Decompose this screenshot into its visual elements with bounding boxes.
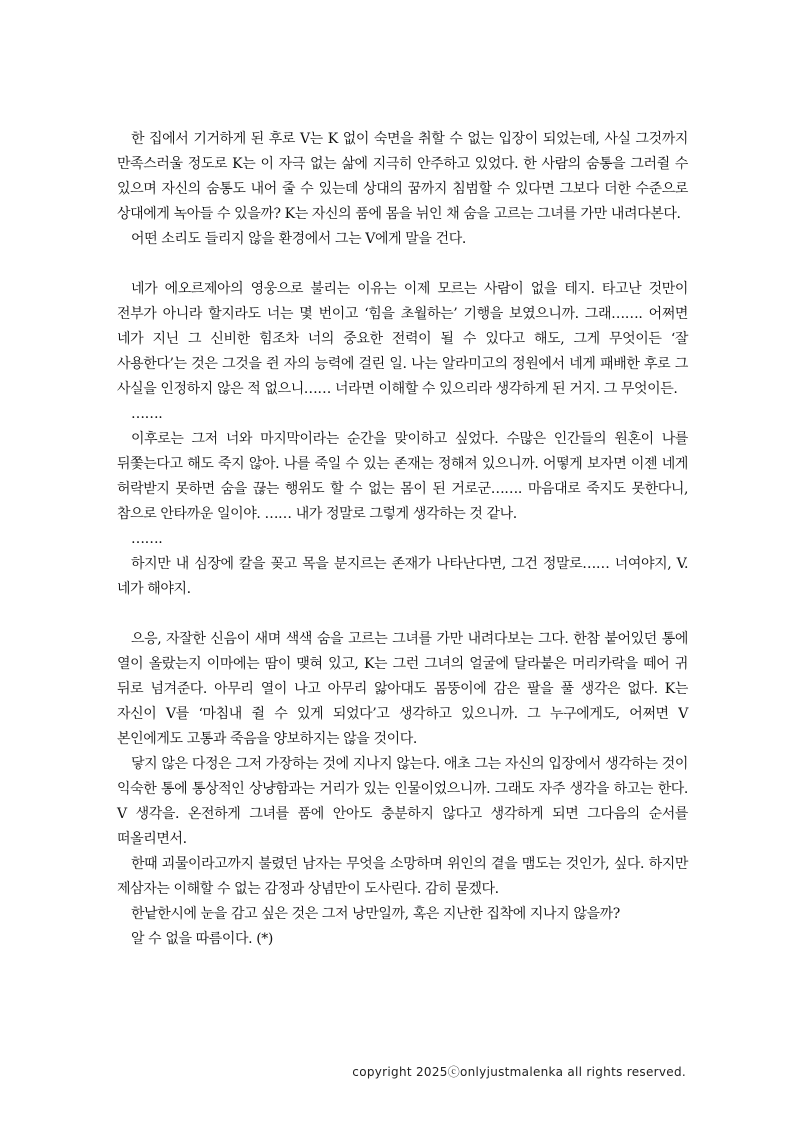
paragraph: 한 집에서 기거하게 된 후로 V는 K 없이 숙면을 취할 수 없는 입장이 되었는데, 사실 그것까지 만족스러울 정도로 K는 이 자극 없는 삶에 지극히 안주하고 있었다. 한 사람의 숨통을 그러쥘 수 있으며 자신의 숨통도 내어 줄 수 있는데 상대의 꿈까지 침범할 수 있다면 그보다 더한 수준으로 상대에게 녹아들 수 있을까? K는 자신의 품에 몸을 뉘인 채 숨을 고르는 그녀를 가만 내려다본다. xyxy=(117,131,688,222)
paragraph: 네가 에오르제아의 영웅으로 불리는 이유는 이제 모르는 사람이 없을 테지. 타고난 것만이 전부가 아니라 할지라도 너는 몇 번이고 ‘힘을 초월하는’ 기행을 보였으니까. 그래……. 어쩌면 네가 지닌 그 신비한 힘조차 너의 중요한 전력이 될 수 있다고 해도, 그게 무엇이든 ‘잘 사용한다’는 것은 그것을 쥔 자의 능력에 걸린 일. 나는 알라미고의 정원에서 네게 패배한 후로 그 사실을 인정하지 않은 적 없으니…… 너라면 이해할 수 있으리라 생각하게 된 거지. 그 무엇이든. xyxy=(117,281,688,397)
paragraph: 닿지 않은 다정은 그저 가장하는 것에 지나지 않는다. 애초 그는 자신의 입장에서 생각하는 것이 익숙한 통에 통상적인 상냥함과는 거리가 있는 인물이었으니까. 그래도 자주 생각을 하고는 한다. V 생각을. 온전하게 그녀를 품에 안아도 충분하지 않다고 생각하게 되면 그다음의 순서를 떠올리면서. xyxy=(117,756,688,847)
paragraph: 알 수 없을 따름이다. (*) xyxy=(131,931,273,947)
paragraph: 어떤 소리도 들리지 않을 환경에서 그는 V에게 말을 건다. xyxy=(131,231,466,247)
paragraph: 으응, 자잘한 신음이 새며 색색 숨을 고르는 그녀를 가만 내려다보는 그다. 한참 붙어있던 통에 열이 올랐는지 이마에는 땀이 맺혀 있고, K는 그런 그녀의 얼굴에 달라붙은 머리카락을 떼어 귀 뒤로 넘겨준다. 아무리 열이 나고 아무리 앓아대도 몸뚱이에 감은 팔을 풀 생각은 없다. K는 자신이 V를 ‘마침내 쥘 수 있게 되었다’고 생각하고 있으니까. 그 누구에게도, 어쩌면 V 본인에게도 고통과 죽음을 양보하지는 않을 것이다. xyxy=(117,631,688,747)
blank-line xyxy=(117,602,688,627)
paragraph: 하지만 내 심장에 칼을 꽂고 목을 분지르는 존재가 나타난다면, 그건 정말로…… 너여야지, V. 네가 해야지. xyxy=(117,556,688,597)
document-body xyxy=(117,127,688,952)
blank-line xyxy=(117,252,688,277)
paragraph: ……. xyxy=(131,406,163,422)
paragraph: 한때 괴물이라고까지 불렸던 남자는 무엇을 소망하며 위인의 곁을 맴도는 것인가, 싶다. 하지만 제삼자는 이해할 수 없는 감정과 상념만이 도사린다. 감히 묻겠다. xyxy=(117,856,688,897)
paragraph: 한낱한시에 눈을 감고 싶은 것은 그저 낭만일까, 혹은 지난한 집착에 지나지 않을까? xyxy=(131,906,620,922)
paragraph: ……. xyxy=(131,531,163,547)
copyright-footer: copyright 2025ⓒonlyjustmalenka all rights reserved. xyxy=(352,1065,686,1079)
paragraph: 이후로는 그저 너와 마지막이라는 순간을 맞이하고 싶었다. 수많은 인간들의 원혼이 나를 뒤쫓는다고 해도 죽지 않아. 나를 죽일 수 있는 존재는 정해져 있으니까. 어떻게 보자면 이젠 네게 허락받지 못하면 숨을 끊는 행위도 할 수 없는 몸이 된 거로군……. 마음대로 죽지도 못한다니, 참으로 안타까운 일이야. …… 내가 정말로 그렇게 생각하는 것 같나. xyxy=(117,431,688,522)
